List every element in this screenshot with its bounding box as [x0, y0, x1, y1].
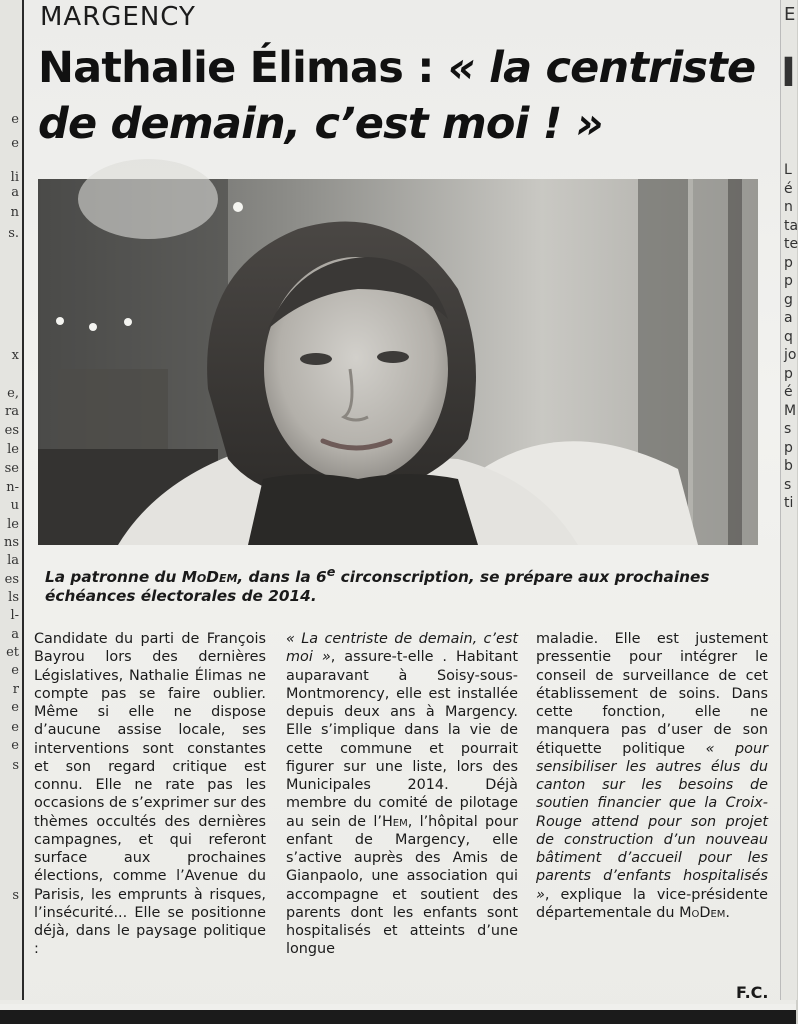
headline-name: Nathalie Élimas :: [38, 43, 448, 93]
adjacent-left-fragment: s: [12, 888, 19, 903]
adjacent-left-fragment: e: [11, 700, 19, 715]
caption-superscript: e: [326, 565, 336, 580]
column-2-text-1: , assure-t-elle . Habitant auparavant à Soisy-sous-Montmorency, elle est installée depuis deux ans à Margency. Elle s’implique dans la vie de cette commune et pourrait figurer sur une liste, lors des Municipales 2014. Déjà membre du comité de pilotage au sein de l’: [286, 649, 518, 830]
adjacent-left-fragment: la: [7, 553, 19, 568]
adjacent-right-fragment: p: [784, 439, 793, 456]
section-label: MARGENCY: [40, 2, 196, 32]
column-3-text-2: , explique la vice-présidente départementale du: [536, 886, 768, 921]
bottom-rule: [0, 1004, 796, 1024]
caption-part1: La patronne du: [45, 568, 182, 587]
caption-party-name: MoDem: [181, 568, 238, 587]
adjacent-right-big-letter: I: [781, 50, 796, 96]
adjacent-left-fragment: le: [7, 517, 19, 532]
caption-part2: , dans la 6: [237, 568, 327, 587]
adjacent-right-fragment: b: [784, 458, 793, 474]
column-2-hospital-name: Hem: [381, 813, 408, 830]
adjacent-left-fragment: es: [4, 423, 19, 438]
column-3-quote: « pour sensibiliser les autres élus du canton sur les besoins de soutien financier que la Croix-Rouge attend pour son projet de construction d’un nouveau bâtiment d’accueil pour les parents d’enfants hospitalisés »: [536, 740, 769, 903]
adjacent-left-fragment: x: [11, 348, 19, 363]
adjacent-right-headline-letter: E: [784, 4, 796, 25]
article-column-1: Candidate du parti de François Bayrou lors des dernières Législatives, Nathalie Élimas ne compte pas se faire oublier. Même si elle ne dispose d’aucune assise locale, ses interventions sont constantes et son regard critique est connu. Elle ne rate pas les occasions de s’exprimer sur des thèmes occultés des dernières campagnes, et qui referont surface aux prochaines élections, comme l’Avenue du Parisis, les emprunts à risques, l’insécurité... Elle se positionne déjà, dans le paysage politique :: [34, 631, 266, 958]
adjacent-left-fragment: e: [11, 738, 19, 753]
adjacent-right-fragment: M: [784, 402, 797, 419]
adjacent-right-fragment: jo: [784, 347, 797, 363]
headline: [38, 40, 758, 152]
adjacent-right-fragment: p: [784, 254, 793, 271]
adjacent-right-fragment: s: [784, 476, 792, 493]
caption-part3: circonscription, se prépare aux prochaines échéances électorales de 2014.: [45, 568, 710, 606]
column-3-text-1: maladie. Elle est justement pressentie pour intégrer le conseil de surveillance de cet établissement de soins. Dans cette fonction, elle ne manquera pas d’user de son étiquette politique: [536, 631, 768, 757]
adjacent-left-fragment: ns: [3, 535, 19, 550]
adjacent-left-fragment: e: [11, 720, 19, 735]
adjacent-right-fragment: ti: [784, 495, 794, 511]
adjacent-right-fragment: a: [784, 310, 793, 326]
adjacent-left-fragment: r: [12, 682, 19, 697]
adjacent-column-left: [0, 0, 24, 1000]
adjacent-left-fragment: e: [11, 663, 19, 678]
adjacent-left-fragment: es: [4, 572, 19, 587]
adjacent-left-fragment: ls: [8, 590, 19, 605]
adjacent-column-right: [780, 0, 797, 1000]
adjacent-right-fragment: L: [784, 162, 792, 178]
adjacent-right-fragment: p: [784, 273, 793, 289]
column-2-quote: « La centriste de demain, c’est moi »: [286, 631, 518, 666]
adjacent-right-fragment: s: [784, 421, 792, 437]
adjacent-left-fragment: se: [4, 461, 19, 476]
adjacent-left-fragment: n: [10, 205, 19, 220]
adjacent-left-fragment: e: [11, 112, 19, 127]
column-3-party-name: MoDem: [679, 904, 726, 921]
adjacent-right-fragment: q: [784, 328, 793, 345]
adjacent-left-fragment: e: [11, 136, 19, 151]
adjacent-left-fragment: a: [11, 627, 19, 642]
adjacent-right-fragment: é: [784, 384, 793, 400]
column-2-text-2: , l’hôpital pour enfant de Margency, elle s’active auprès des Amis de Gianpaolo, une association qui accompagne et soutient des parents dont les enfants sont hospitalisés et atteints d’une longue: [286, 813, 518, 958]
headline-quote: « la centriste de demain, c’est moi ! »: [38, 43, 756, 149]
column-3-end: .: [725, 904, 730, 921]
article-column-3: [536, 630, 768, 922]
portrait-photo: [38, 179, 758, 545]
adjacent-left-fragment: ra: [5, 404, 19, 419]
portrait-photo-image: [38, 179, 758, 545]
adjacent-right-fragment: g: [784, 291, 793, 308]
adjacent-right-fragment: ta: [784, 217, 798, 234]
adjacent-right-fragment: te: [784, 236, 798, 252]
adjacent-left-fragment: s: [12, 758, 19, 773]
adjacent-left-fragment: et: [6, 645, 19, 660]
adjacent-left-fragment: e,: [7, 386, 19, 401]
adjacent-right-fragment: p: [784, 365, 793, 382]
adjacent-left-fragment: le: [7, 442, 19, 457]
adjacent-left-fragment: l-: [10, 608, 19, 623]
adjacent-right-fragment: é: [784, 180, 793, 197]
adjacent-left-fragment: u: [10, 498, 19, 513]
adjacent-left-fragment: s.: [8, 226, 19, 241]
adjacent-left-fragment: a: [11, 185, 19, 200]
author-signature: F.C.: [736, 983, 769, 1002]
adjacent-left-fragment: n-: [6, 480, 19, 495]
adjacent-left-fragment: li: [10, 170, 19, 185]
adjacent-right-fragment: n: [784, 199, 793, 215]
photo-caption: [45, 563, 745, 606]
article-column-2: [286, 630, 518, 959]
